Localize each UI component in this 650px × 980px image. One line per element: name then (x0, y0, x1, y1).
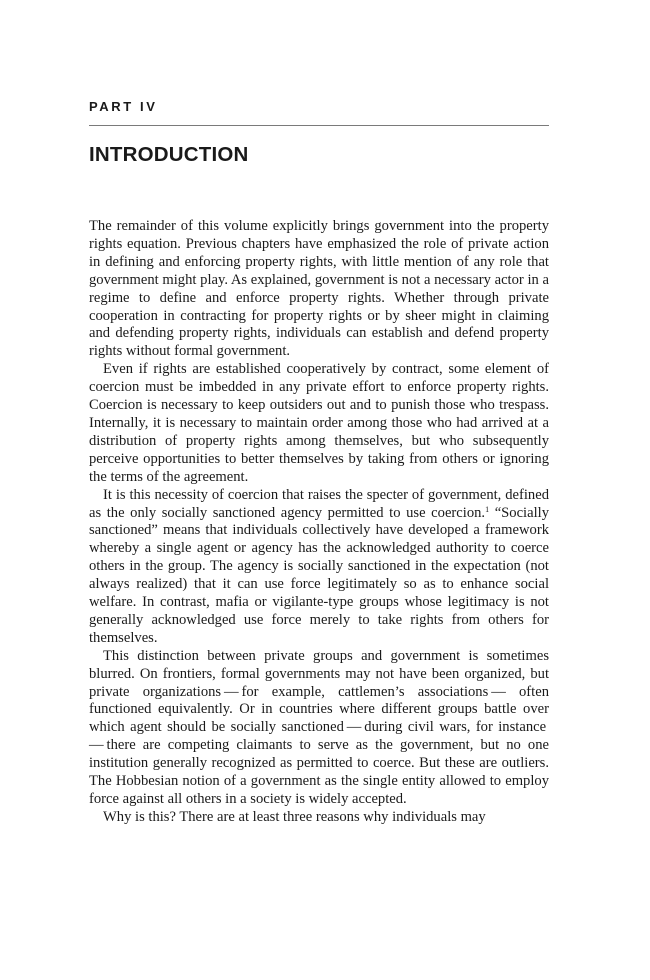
paragraph-4: This distinction between private groups and government is sometimes blurred. On frontiers, formal governments may not have been organized, but private organizations — for example, cattlemen’s associations — often functioned equivalently. Or in countries where different groups battle over which agent should be socially sanctioned — during civil wars, for instance — there are competing claimants to serve as the government, but no one institution generally recognized as permitted to coerce. But these are outliers. The Hobbesian notion of a government as the single entity allowed to employ force against all others in a society is widely accepted. (89, 647, 549, 807)
part-label: PART IV (89, 99, 158, 114)
paragraph-3 (89, 487, 549, 648)
footnote-marker[interactable]: 1 (485, 504, 490, 514)
chapter-title: INTRODUCTION (89, 143, 249, 166)
paragraph-3-rest: “Socially sanctioned” means that individuals collectively have developed a framework whereby a single agent or agency has the acknowledged authority to coerce others in the group. The agency is socially sanctioned in the expectation (not always realized) that it can use force legitimately so as to enhance social welfare. In contrast, mafia or vigilante-type groups whose legitimacy is not generally acknowledged use force merely to take rights from others for themselves. (89, 504, 549, 646)
paragraph-3-lead: It is this necessity of coercion that raises the specter of government, defined as the only socially sanctioned agency permitted to use coercion. (89, 486, 549, 521)
header-rule (89, 125, 549, 126)
paragraph-2: Even if rights are established cooperatively by contract, some element of coercion must be imbedded in any private effort to enforce property rights. Coercion is necessary to keep outsiders out and to punish those who trespass. Internally, it is necessary to maintain order among those who had arrived at a distribution of property rights among themselves, but who subsequently perceive opportunities to better themselves by taking from others or ignoring the terms of the agreement. (89, 361, 549, 485)
paragraph-5: Why is this? There are at least three reasons why individuals may (103, 808, 486, 825)
paragraph-1: The remainder of this volume explicitly brings government into the property rights equation. Previous chapters have emphasized the role of private action in defining and enforcing property rights, with little mention of any role that government might play. As explained, government is not a necessary actor in a regime to define and enforce property rights. Whether through private cooperation in contracting for property rights or by sheer might in claiming and defending property rights, individuals can establish and defend property rights without formal government. (89, 218, 549, 360)
body-text (89, 218, 549, 827)
